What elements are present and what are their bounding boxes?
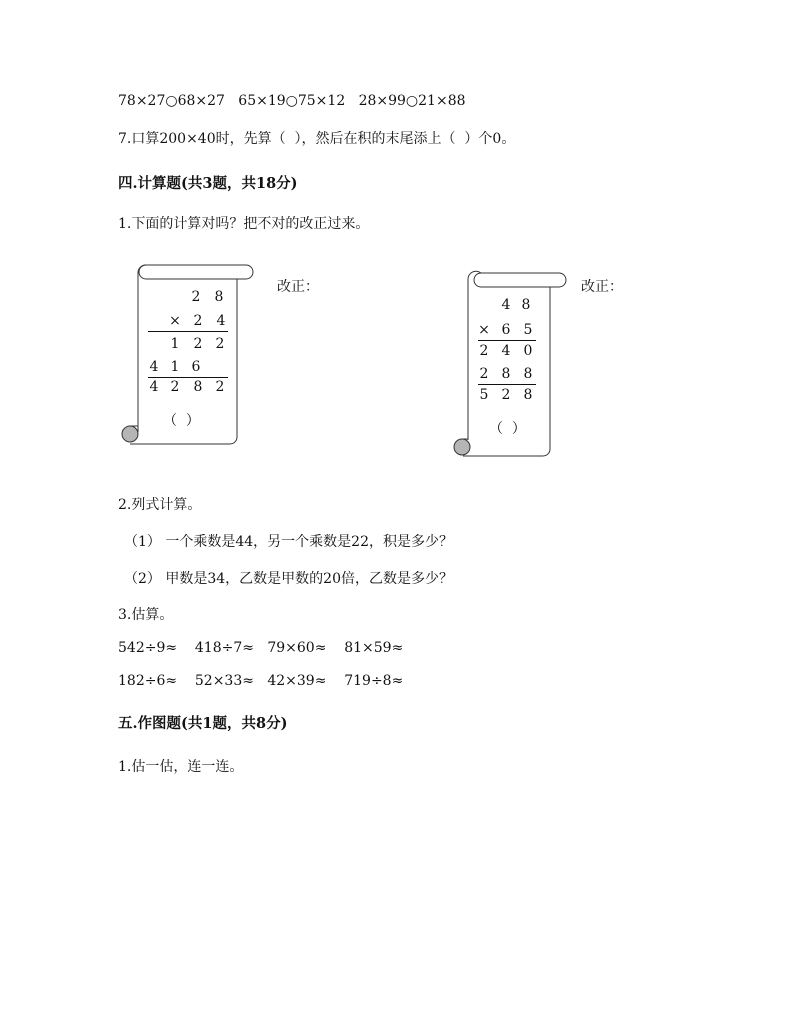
digit: 8 [521, 297, 531, 313]
digit: 2 [215, 379, 225, 395]
calc-rule [148, 331, 228, 332]
correction-label-right: 改正： [581, 279, 623, 295]
digit: 5 [523, 322, 533, 338]
question-4-2-part-1: （1） 一个乘数是44，另一个乘数是22，积是多少？ [124, 534, 453, 550]
digit: 4 [149, 359, 159, 375]
answer-parentheses: （ ） [163, 413, 200, 429]
digit: × [478, 322, 490, 338]
question-4-2: 2.列式计算。 [118, 497, 202, 513]
section-4-heading: 四.计算题(共3题，共18分) [118, 175, 298, 192]
digit: 0 [523, 343, 533, 359]
digit: 5 [479, 387, 489, 403]
digit: 8 [523, 387, 533, 403]
digit: 2 [479, 366, 489, 382]
question-4-1: 1.下面的计算对吗？把不对的改正过来。 [118, 216, 370, 232]
estimation-row-1: 542÷9≈ 418÷7≈ 79×60≈ 81×59≈ [118, 640, 404, 656]
digit: 8 [193, 379, 203, 395]
calc-rule [148, 377, 228, 378]
digit: 4 [501, 297, 511, 313]
calc-rule [478, 384, 536, 385]
digit: 8 [214, 289, 224, 305]
digit: 2 [479, 343, 489, 359]
digit: 6 [191, 359, 201, 375]
calc-scroll-left [118, 262, 258, 448]
digit: 2 [193, 313, 203, 329]
digit: 2 [215, 336, 225, 352]
question-4-2-part-2: （2） 甲数是34，乙数是甲数的20倍，乙数是多少？ [124, 571, 453, 587]
calc-scroll-right [453, 270, 563, 460]
section-5-heading: 五.作图题(共1题，共8分) [118, 715, 288, 732]
digit: 4 [149, 379, 159, 395]
digit: 2 [191, 289, 201, 305]
digit: 4 [216, 313, 226, 329]
question-5-1: 1.估一估，连一连。 [118, 759, 244, 775]
digit: 1 [170, 359, 180, 375]
digit: 8 [501, 366, 511, 382]
correction-label-left: 改正： [277, 279, 319, 295]
digit: 8 [523, 366, 533, 382]
digit: 6 [501, 322, 511, 338]
estimation-row-2: 182÷6≈ 52×33≈ 42×39≈ 719÷8≈ [118, 673, 404, 689]
digit: 2 [170, 379, 180, 395]
answer-parentheses: （ ） [489, 421, 526, 437]
digit: × [169, 313, 181, 329]
digit: 2 [193, 336, 203, 352]
digit: 4 [501, 343, 511, 359]
digit: 1 [170, 336, 180, 352]
digit: 2 [501, 387, 511, 403]
comparison-line: 78×27○68×27 65×19○75×12 28×99○21×88 [118, 93, 466, 109]
question-7: 7.口算200×40时，先算（ ），然后在积的末尾添上（ ）个0。 [118, 131, 516, 147]
calc-rule [478, 340, 536, 341]
question-4-3: 3.估算。 [118, 607, 174, 623]
